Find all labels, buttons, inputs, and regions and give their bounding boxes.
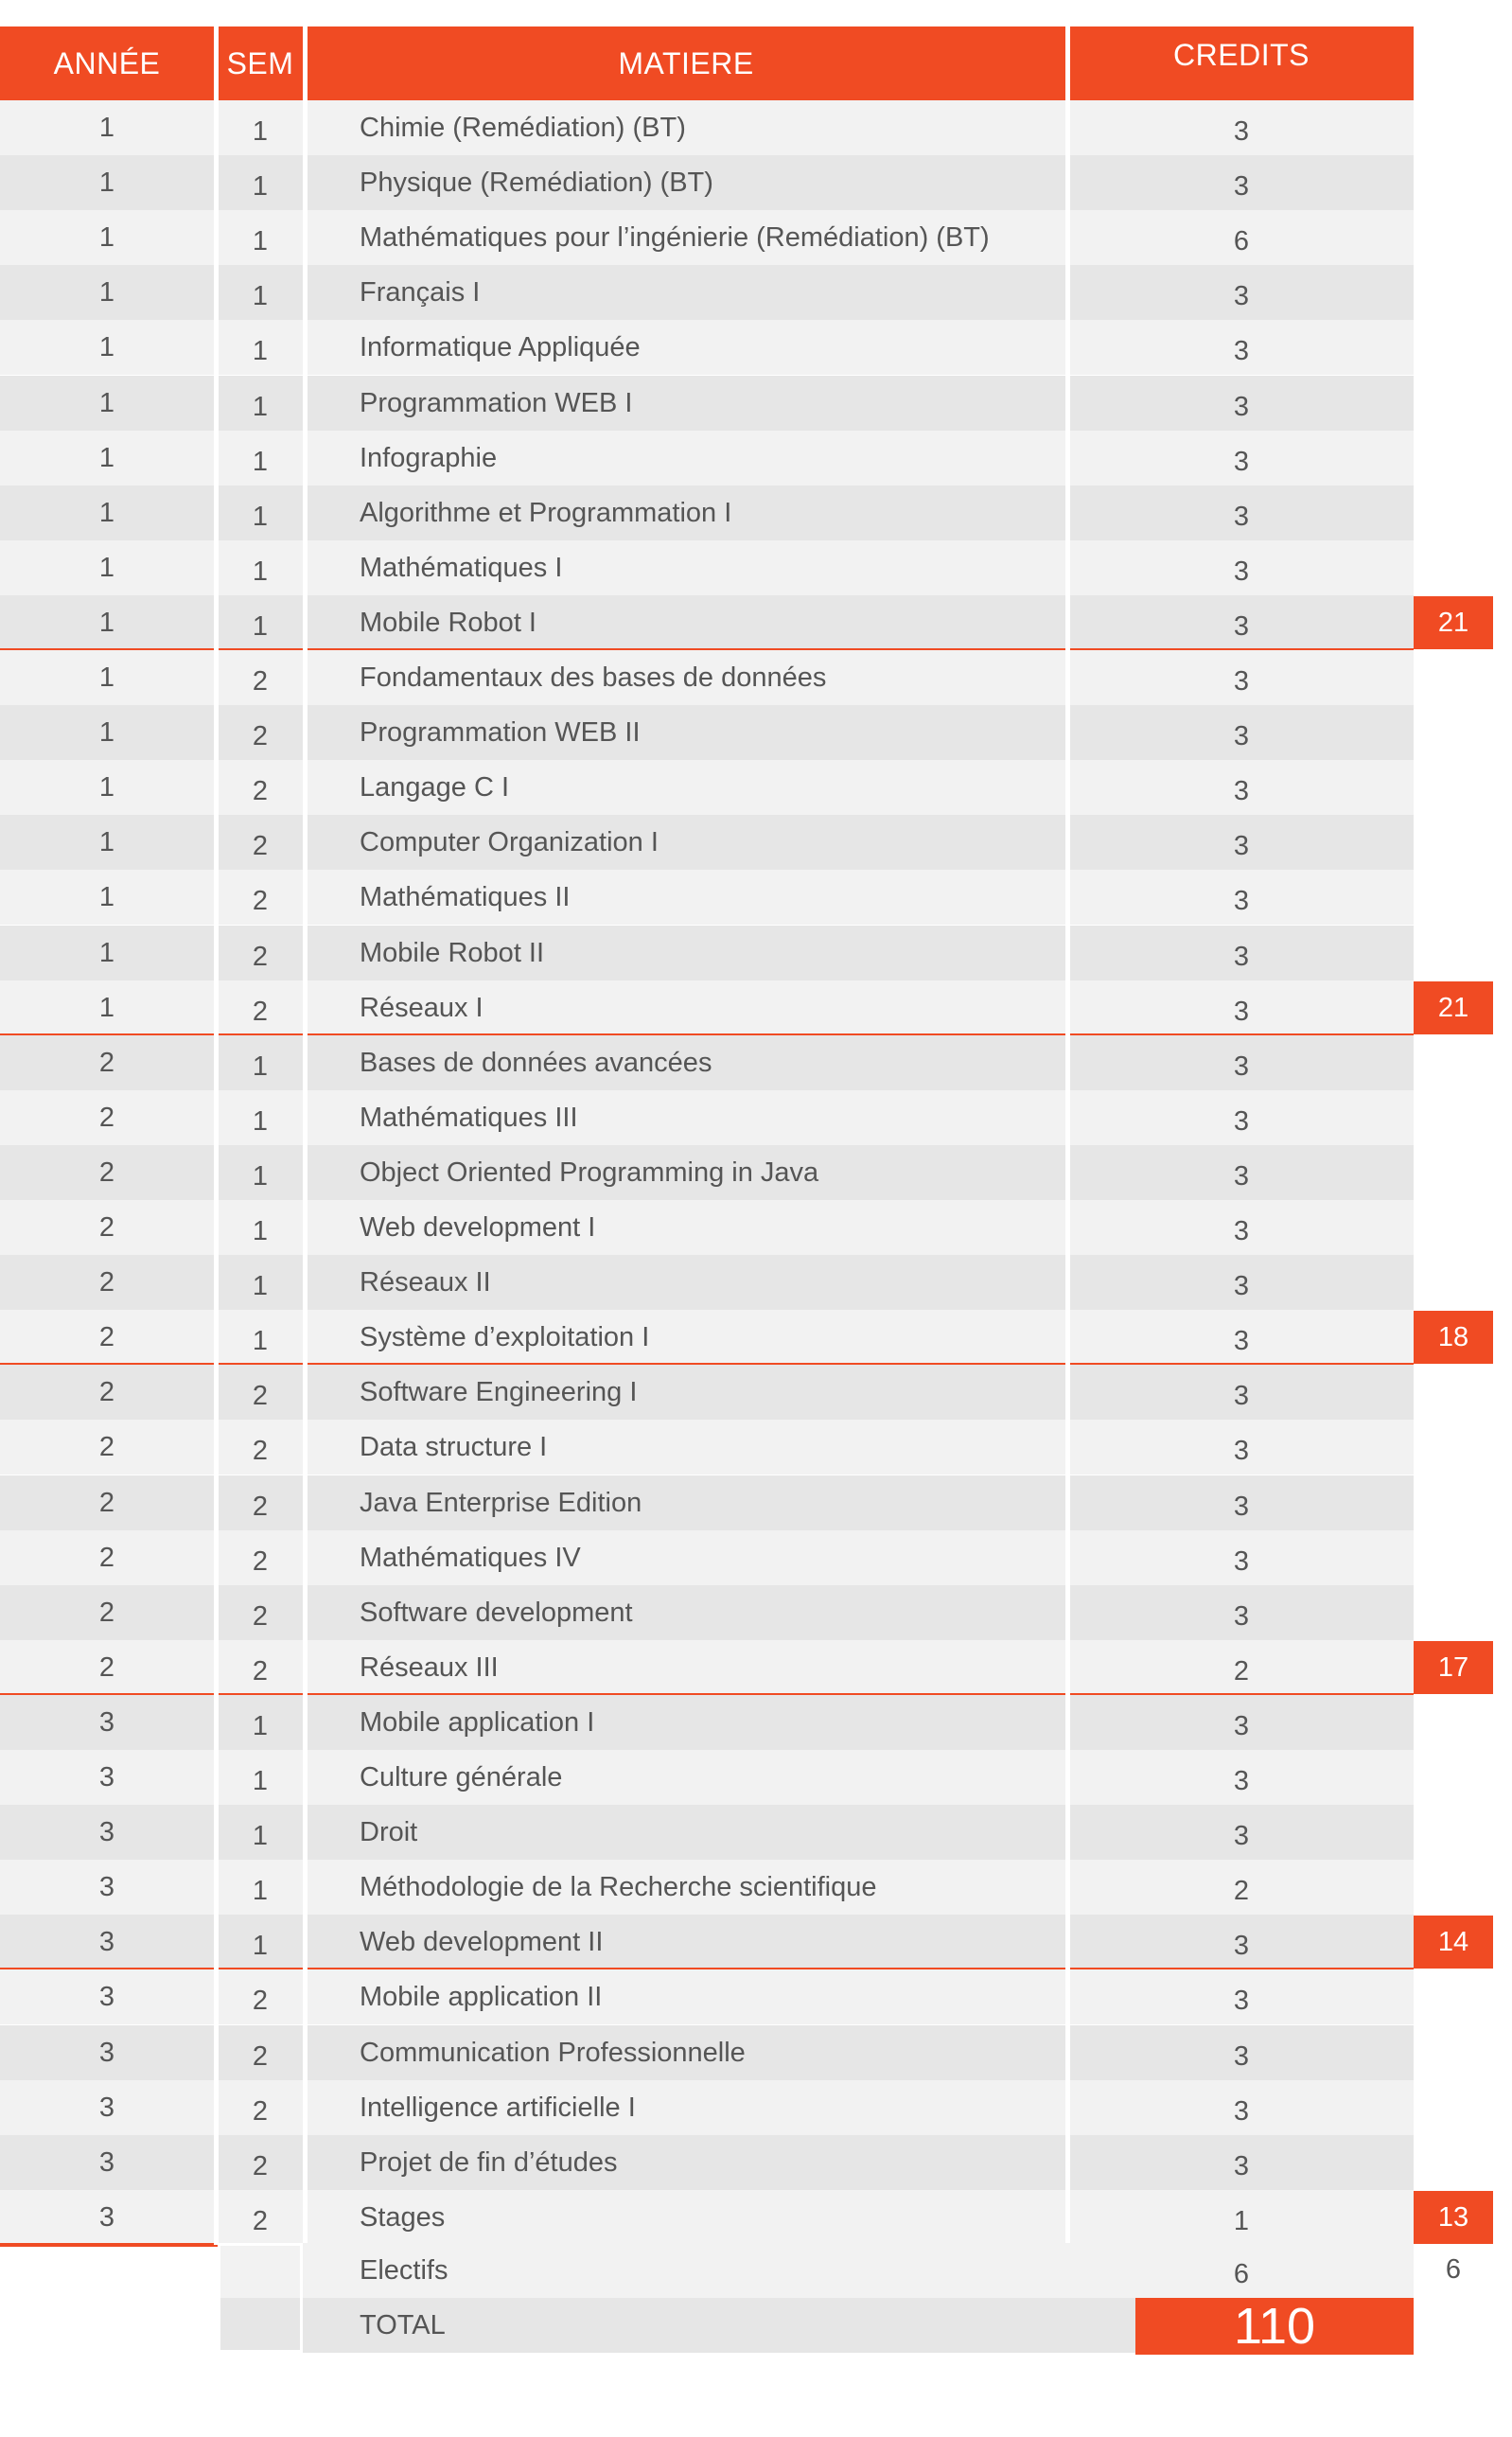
annee-cell: 1 xyxy=(98,387,115,418)
electifs-extra-value: 6 xyxy=(1445,2253,1462,2285)
annee-cell: 2 xyxy=(98,1597,115,1628)
annee-cell: 2 xyxy=(98,1431,115,1462)
matiere-cell: Mathématiques III xyxy=(360,1102,578,1133)
annee-cell: 2 xyxy=(98,1102,115,1133)
table-row xyxy=(0,265,1414,320)
header-annee-label: ANNÉE xyxy=(53,45,161,80)
table-row xyxy=(0,540,1414,595)
table-row xyxy=(0,815,1414,870)
sem-cell: 2 xyxy=(252,2150,269,2181)
annee-cell: 3 xyxy=(98,2146,115,2178)
table-row xyxy=(0,1695,1414,1750)
matiere-cell: Computer Organization I xyxy=(360,826,659,857)
credits-cell: 3 xyxy=(1233,501,1250,532)
credits-cell: 3 xyxy=(1233,830,1250,861)
annee-cell: 3 xyxy=(98,2092,115,2123)
sem-cell: 2 xyxy=(252,941,269,972)
annee-cell: 1 xyxy=(98,716,115,748)
sem-column-frame xyxy=(218,2243,303,2353)
sem-cell: 1 xyxy=(252,1160,269,1192)
credits-cell: 3 xyxy=(1233,115,1250,147)
credits-cell: 3 xyxy=(1233,391,1250,422)
sem-cell: 1 xyxy=(252,556,269,587)
matiere-cell: Français I xyxy=(360,276,481,308)
matiere-cell: Intelligence artificielle I xyxy=(360,2092,636,2123)
table-row xyxy=(0,486,1414,540)
table-row xyxy=(0,760,1414,815)
annee-cell: 1 xyxy=(98,826,115,857)
matiere-cell: Object Oriented Programming in Java xyxy=(360,1157,819,1188)
semester-subtotal: 18 xyxy=(1414,1311,1493,1364)
sem-cell: 2 xyxy=(252,720,269,751)
sem-cell: 1 xyxy=(252,1875,269,1906)
matiere-cell: Programmation WEB II xyxy=(360,716,641,748)
sem-cell: 2 xyxy=(252,2095,269,2127)
matiere-cell: Communication Professionnelle xyxy=(360,2037,746,2068)
sem-cell: 2 xyxy=(252,1491,269,1522)
annee-cell: 2 xyxy=(98,1266,115,1298)
matiere-cell: Web development I xyxy=(360,1211,596,1243)
credits-cell: 3 xyxy=(1233,280,1250,311)
credits-cell: 3 xyxy=(1233,775,1250,806)
sem-cell: 1 xyxy=(252,1051,269,1082)
table-row xyxy=(0,1035,1414,1090)
annee-cell: 3 xyxy=(98,1871,115,1902)
sem-matiere-divider xyxy=(303,26,308,2245)
sem-cell: 2 xyxy=(252,2040,269,2072)
table-row xyxy=(0,2135,1414,2190)
sem-cell: 1 xyxy=(252,115,269,147)
annee-cell: 1 xyxy=(98,167,115,198)
sem-cell: 1 xyxy=(252,1765,269,1796)
sem-cell: 1 xyxy=(252,1710,269,1741)
matiere-cell: Culture générale xyxy=(360,1761,563,1792)
annee-cell: 1 xyxy=(98,662,115,693)
matiere-cell: Méthodologie de la Recherche scientifique xyxy=(360,1871,877,1902)
credits-cell: 3 xyxy=(1233,610,1250,642)
matiere-cell: Fondamentaux des bases de données xyxy=(360,662,827,693)
credits-cell: 3 xyxy=(1233,446,1250,477)
table-row xyxy=(0,1530,1414,1585)
annee-cell: 2 xyxy=(98,1651,115,1683)
semester-subtotal: 21 xyxy=(1414,981,1493,1034)
table-row xyxy=(0,1969,1414,2024)
annee-cell: 1 xyxy=(98,276,115,308)
credits-cell: 3 xyxy=(1233,1930,1250,1961)
credits-cell: 3 xyxy=(1233,665,1250,697)
sem-cell: 2 xyxy=(252,1655,269,1686)
sem-cell: 1 xyxy=(252,1105,269,1137)
sem-cell: 1 xyxy=(252,225,269,256)
sem-cell: 1 xyxy=(252,280,269,311)
header-annee xyxy=(0,26,214,100)
table-row xyxy=(0,1365,1414,1420)
matiere-cell: Stages xyxy=(360,2201,446,2233)
table-row xyxy=(0,1145,1414,1200)
sem-cell: 1 xyxy=(252,170,269,202)
credits-cell: 3 xyxy=(1233,1820,1250,1851)
credits-cell: 2 xyxy=(1233,1875,1250,1906)
sem-cell: 1 xyxy=(252,1215,269,1246)
table-row xyxy=(0,2080,1414,2135)
sem-cell: 2 xyxy=(252,2205,269,2236)
sem-cell: 2 xyxy=(252,830,269,861)
annee-cell: 1 xyxy=(98,881,115,912)
matiere-cell: Informatique Appliquée xyxy=(360,331,641,362)
credits-cell: 3 xyxy=(1233,1105,1250,1137)
table-row xyxy=(0,2190,1414,2245)
matiere-cell: Software development xyxy=(360,1597,633,1628)
annee-cell: 2 xyxy=(98,1487,115,1518)
annee-cell: 1 xyxy=(98,992,115,1023)
semester-subtotal: 21 xyxy=(1414,596,1493,649)
credits-cell: 3 xyxy=(1233,1325,1250,1356)
annee-cell: 3 xyxy=(98,1761,115,1792)
table-row xyxy=(0,980,1414,1035)
sem-cell: 1 xyxy=(252,501,269,532)
credits-cell: 3 xyxy=(1233,2040,1250,2072)
table-row xyxy=(0,705,1414,760)
table-row xyxy=(0,1860,1414,1915)
credits-cell: 2 xyxy=(1233,1655,1250,1686)
annee-cell: 1 xyxy=(98,771,115,803)
matiere-cell: Software Engineering I xyxy=(360,1376,638,1407)
sem-cell: 1 xyxy=(252,446,269,477)
matiere-cell: Chimie (Remédiation) (BT) xyxy=(360,112,686,143)
sem-cell: 2 xyxy=(252,1380,269,1411)
table-row xyxy=(0,1585,1414,1640)
credits-cell: 3 xyxy=(1233,1985,1250,2016)
annee-cell: 1 xyxy=(98,442,115,473)
sem-cell: 1 xyxy=(252,335,269,366)
matiere-cell: Java Enterprise Edition xyxy=(360,1487,642,1518)
matiere-cell: Algorithme et Programmation I xyxy=(360,497,732,528)
credits-cell: 3 xyxy=(1233,335,1250,366)
semester-subtotal: 13 xyxy=(1414,2191,1493,2244)
annee-cell: 3 xyxy=(98,1981,115,2012)
matiere-cell: Projet de fin d’études xyxy=(360,2146,618,2178)
annee-cell: 3 xyxy=(98,2037,115,2068)
table-row xyxy=(0,1310,1414,1365)
matiere-cell: Réseaux I xyxy=(360,992,483,1023)
header-matiere-label: MATIERE xyxy=(618,45,754,80)
matiere-cell: Mathématiques II xyxy=(360,881,571,912)
table-row xyxy=(0,1805,1414,1860)
header-sem-label: SEM xyxy=(226,45,294,80)
matiere-cell: Mobile Robot I xyxy=(360,607,536,638)
sem-cell: 1 xyxy=(252,1270,269,1301)
annee-cell: 2 xyxy=(98,1211,115,1243)
matiere-cell: Réseaux III xyxy=(360,1651,499,1683)
table-row xyxy=(0,1255,1414,1310)
table-row xyxy=(0,210,1414,265)
table-row xyxy=(0,1915,1414,1969)
table-row xyxy=(0,1475,1414,1530)
credits-cell: 3 xyxy=(1233,1051,1250,1082)
total-value: 110 xyxy=(1135,2298,1414,2355)
matiere-cell: Mobile Robot II xyxy=(360,937,545,968)
sem-cell: 2 xyxy=(252,885,269,916)
sem-cell: 1 xyxy=(252,1820,269,1851)
header-sem xyxy=(218,26,303,100)
annee-cell: 3 xyxy=(98,1816,115,1847)
matiere-cell: Système d’exploitation I xyxy=(360,1321,650,1352)
credits-cell: 3 xyxy=(1233,1160,1250,1192)
table-row xyxy=(0,1420,1414,1475)
sem-cell: 1 xyxy=(252,1930,269,1961)
table-row xyxy=(0,650,1414,705)
credits-cell: 3 xyxy=(1233,996,1250,1027)
matiere-cell: Data structure I xyxy=(360,1431,548,1462)
matiere-cell: Droit xyxy=(360,1816,418,1847)
annee-cell: 2 xyxy=(98,1321,115,1352)
sem-cell: 2 xyxy=(252,775,269,806)
matiere-cell: Mathématiques IV xyxy=(360,1542,581,1573)
matiere-cell: Infographie xyxy=(360,442,498,473)
table-row xyxy=(0,376,1414,431)
matiere-cell: Réseaux II xyxy=(360,1266,491,1298)
credits-cell: 3 xyxy=(1233,1765,1250,1796)
header-matiere xyxy=(307,26,1065,100)
sem-cell: 2 xyxy=(252,1600,269,1632)
table-row xyxy=(0,870,1414,925)
credits-cell: 3 xyxy=(1233,941,1250,972)
total-label: TOTAL xyxy=(360,2309,446,2340)
annee-cell: 1 xyxy=(98,497,115,528)
credits-cell: 3 xyxy=(1233,1435,1250,1466)
sem-cell: 2 xyxy=(252,1985,269,2016)
matiere-cell: Bases de données avancées xyxy=(360,1047,712,1078)
sem-cell: 1 xyxy=(252,1325,269,1356)
annee-cell: 2 xyxy=(98,1047,115,1078)
annee-cell: 3 xyxy=(98,1706,115,1738)
credits-cell: 3 xyxy=(1233,1710,1250,1741)
sem-cell: 2 xyxy=(252,996,269,1027)
table-row xyxy=(0,1090,1414,1145)
sem-cell: 2 xyxy=(252,1435,269,1466)
credits-cell: 3 xyxy=(1233,2095,1250,2127)
credits-cell: 3 xyxy=(1233,1380,1250,1411)
credits-cell: 6 xyxy=(1233,225,1250,256)
matiere-cell: Mathématiques I xyxy=(360,552,563,583)
credits-cell: 3 xyxy=(1233,1215,1250,1246)
table-row xyxy=(0,320,1414,375)
electifs-label: Electifs xyxy=(360,2254,448,2286)
electifs-row xyxy=(218,2243,1414,2298)
table-row xyxy=(0,155,1414,210)
table-row xyxy=(0,595,1414,650)
annee-cell: 2 xyxy=(98,1542,115,1573)
annee-cell: 1 xyxy=(98,607,115,638)
matiere-cell: Programmation WEB I xyxy=(360,387,633,418)
credits-cell: 3 xyxy=(1233,1491,1250,1522)
table-row xyxy=(0,926,1414,980)
matiere-cell: Web development II xyxy=(360,1926,604,1957)
credits-cell: 3 xyxy=(1233,1270,1250,1301)
annee-cell: 1 xyxy=(98,112,115,143)
credits-cell: 1 xyxy=(1233,2205,1250,2236)
credits-cell: 3 xyxy=(1233,556,1250,587)
table-row xyxy=(0,2025,1414,2080)
semester-subtotal: 17 xyxy=(1414,1641,1493,1694)
credits-cell: 3 xyxy=(1233,170,1250,202)
matiere-cell: Langage C I xyxy=(360,771,510,803)
credits-cell: 3 xyxy=(1233,1600,1250,1632)
matiere-credits-divider xyxy=(1065,26,1070,2245)
credits-cell: 3 xyxy=(1233,885,1250,916)
annee-cell: 3 xyxy=(98,1926,115,1957)
table-row xyxy=(0,431,1414,486)
annee-cell: 1 xyxy=(98,221,115,253)
annee-cell: 3 xyxy=(98,2201,115,2233)
credits-cell: 3 xyxy=(1233,720,1250,751)
sem-cell: 1 xyxy=(252,610,269,642)
sem-cell: 2 xyxy=(252,665,269,697)
header-credits xyxy=(1069,26,1414,100)
annee-cell: 1 xyxy=(98,552,115,583)
sem-cell: 1 xyxy=(252,391,269,422)
table-row xyxy=(0,100,1414,155)
table-row xyxy=(0,1750,1414,1805)
electifs-credits: 6 xyxy=(1233,2258,1250,2289)
table-row xyxy=(0,1640,1414,1695)
matiere-cell: Mathématiques pour l’ingénierie (Remédiation) (BT) xyxy=(360,221,990,253)
table-row xyxy=(0,1200,1414,1255)
annee-cell: 2 xyxy=(98,1157,115,1188)
credits-cell: 3 xyxy=(1233,2150,1250,2181)
matiere-cell: Mobile application I xyxy=(360,1706,595,1738)
annee-cell: 2 xyxy=(98,1376,115,1407)
matiere-cell: Physique (Remédiation) (BT) xyxy=(360,167,713,198)
credits-cell: 3 xyxy=(1233,1545,1250,1577)
annee-cell: 1 xyxy=(98,331,115,362)
annee-cell: 1 xyxy=(98,937,115,968)
header-credits-label: CREDITS xyxy=(1173,38,1310,72)
sem-cell: 2 xyxy=(252,1545,269,1577)
annee-sem-divider xyxy=(214,26,219,2245)
semester-subtotal: 14 xyxy=(1414,1916,1493,1969)
matiere-cell: Mobile application II xyxy=(360,1981,603,2012)
